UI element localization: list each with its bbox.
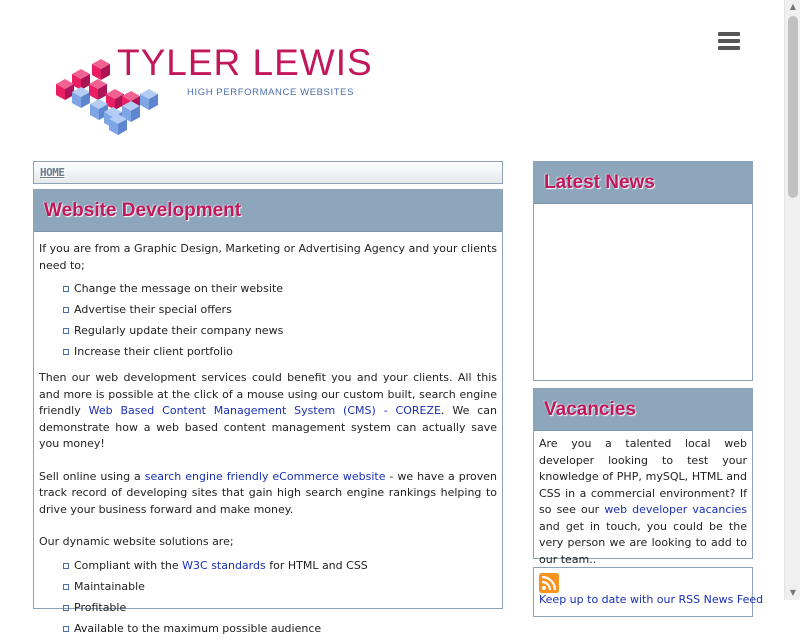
cms-text-start: Then our web development services could benefit you and your clients. All this and more is possible at the click of a mouse using our custom built, search engine friendly [39,371,497,417]
vacancies-panel [533,388,753,566]
latest-news-panel [533,161,753,381]
cms-link[interactable]: Web Based Content Management System (CMS) - COREZE [88,404,441,417]
brand-tagline: HIGH PERFORMANCE WEBSITES [187,87,355,98]
list-item: Profitable [63,597,497,618]
list-item [63,555,497,576]
cms-paragraph [39,370,497,453]
vacancies-link[interactable]: web developer vacancies [604,503,747,516]
vacancies-panel-header [534,389,752,431]
page-title: Website Development [44,200,242,221]
list-item: Increase their client portfolio [63,341,497,362]
list-item: Change the message on their website [63,278,497,299]
news-panel-header [534,162,752,204]
solution-text-end: for HTML and CSS [265,558,368,572]
breadcrumb-home-link[interactable]: HOME [40,166,65,179]
main-panel-header [34,190,502,232]
main-content-panel [33,189,503,635]
scroll-up-arrow-icon[interactable]: ▲ [789,2,797,11]
hamburger-menu-icon[interactable] [718,32,740,50]
list-item: Available to the maximum possible audience [63,618,497,639]
main-content-body [34,232,502,639]
ecommerce-link[interactable]: search engine friendly eCommerce website [144,469,386,483]
scroll-down-arrow-icon[interactable]: ▼ [789,588,797,597]
brand-name: TYLER LEWIS [117,42,373,83]
rss-panel [533,567,764,617]
vacancies-text-end: and get in touch, you could be the very person we are looking to add to our team.. [539,519,747,566]
scrollbar-thumb[interactable] [788,16,798,198]
rss-feed-link[interactable]: Keep up to date with our RSS News Feed [539,593,764,606]
ecommerce-text-end: - we have a proven track record of developing sites that gain high search engine rankings helping to drive your business forward and make money. [39,469,497,516]
site-logo[interactable] [54,42,374,137]
w3c-standards-link[interactable]: W3C standards [182,558,266,572]
rss-feed-icon[interactable] [539,573,559,593]
page-scrollbar[interactable] [784,0,800,600]
list-item: Advertise their special offers [63,299,497,320]
cms-text-end: . We can demonstrate how a web based content management system can actually save you money! [39,404,498,450]
ecommerce-text-start: Sell online using a [39,469,145,483]
solutions-intro: Our dynamic website solutions are; [39,535,234,548]
list-item: Maintainable [63,576,497,597]
vacancies-title: Vacancies [544,399,636,420]
solution-text-start: Compliant with the [74,558,183,572]
list-item: Regularly update their company news [63,320,497,341]
news-title: Latest News [544,172,655,193]
vacancies-text-start: Are you a talented local web developer looking to test your knowledge of PHP, mySQL, HTML and CSS in a commercial environment? If so see our [539,437,747,516]
solutions-list [63,555,497,639]
ecommerce-paragraph [39,469,497,519]
vacancies-body [534,431,752,568]
breadcrumb [33,161,503,184]
intro-paragraph: If you are from a Graphic Design, Marketing or Advertising Agency and your clients need to; [39,242,497,272]
client-needs-list [63,278,497,362]
